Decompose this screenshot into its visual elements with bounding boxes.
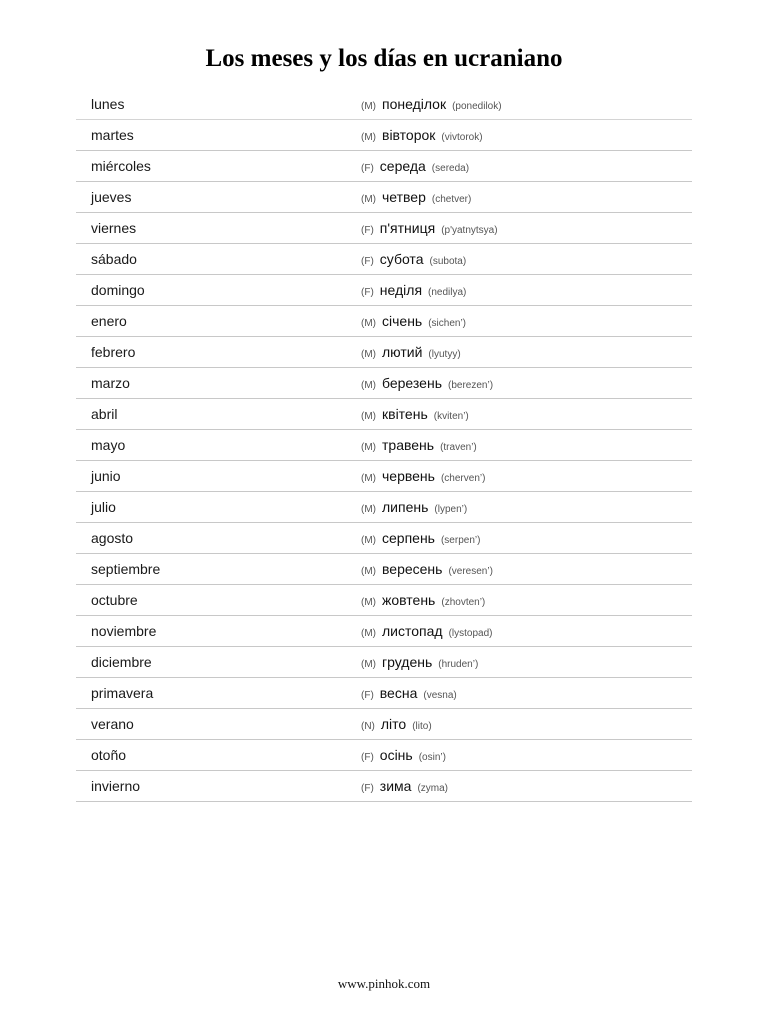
transliteration: (lystopad) <box>448 628 493 639</box>
gender-marker: (F) <box>361 287 374 298</box>
gender-marker: (M) <box>361 628 376 639</box>
ukrainian-translation <box>361 188 471 209</box>
vocab-row <box>76 306 692 337</box>
gender-marker: (M) <box>361 194 376 205</box>
transliteration: (ponedilok) <box>452 101 502 112</box>
vocab-row <box>76 740 692 771</box>
ukrainian-translation <box>361 622 492 643</box>
gender-marker: (M) <box>361 659 376 670</box>
ukrainian-translation <box>361 312 466 333</box>
gender-marker: (N) <box>361 721 375 732</box>
ukrainian-word: травень <box>382 437 435 453</box>
page-title: Los meses y los días en ucraniano <box>205 45 563 72</box>
spanish-word: primavera <box>91 685 154 701</box>
spanish-word: noviembre <box>91 623 157 639</box>
gender-marker: (M) <box>361 132 376 143</box>
gender-marker: (M) <box>361 380 376 391</box>
vocab-row <box>76 647 692 678</box>
vocab-row <box>76 678 692 709</box>
ukrainian-translation <box>361 467 485 488</box>
gender-marker: (F) <box>361 690 374 701</box>
transliteration: (lyutyy) <box>428 349 461 360</box>
ukrainian-translation <box>361 219 498 240</box>
spanish-word: enero <box>91 313 127 329</box>
ukrainian-translation <box>361 157 469 178</box>
gender-marker: (M) <box>361 566 376 577</box>
vocab-row <box>76 709 692 740</box>
ukrainian-translation <box>361 436 477 457</box>
spanish-word: domingo <box>91 282 145 298</box>
transliteration: (sichen’) <box>428 318 467 329</box>
ukrainian-word: вівторок <box>382 127 436 143</box>
vocab-row <box>76 430 692 461</box>
transliteration: (berezen’) <box>448 380 494 391</box>
ukrainian-translation <box>361 126 483 147</box>
ukrainian-translation <box>361 281 466 302</box>
transliteration: (osin’) <box>418 752 446 763</box>
spanish-word: martes <box>91 127 134 143</box>
vocab-row <box>76 523 692 554</box>
ukrainian-word: весна <box>379 685 418 701</box>
ukrainian-word: лютий <box>382 344 423 360</box>
ukrainian-translation <box>361 560 493 581</box>
transliteration: (subota) <box>429 256 467 267</box>
transliteration: (chetver) <box>431 194 472 205</box>
ukrainian-translation <box>361 777 448 798</box>
transliteration: (traven’) <box>440 442 477 453</box>
vocab-row <box>76 244 692 275</box>
spanish-word: verano <box>91 716 134 732</box>
spanish-word: otoño <box>91 747 127 763</box>
transliteration: (kviten’) <box>433 411 469 422</box>
ukrainian-translation <box>361 343 461 364</box>
transliteration: (nedilya) <box>428 287 467 298</box>
vocab-row <box>76 368 692 399</box>
gender-marker: (M) <box>361 318 376 329</box>
gender-marker: (M) <box>361 597 376 608</box>
ukrainian-translation <box>361 746 446 767</box>
ukrainian-word: осінь <box>379 747 413 763</box>
ukrainian-translation <box>361 95 502 116</box>
vocab-row <box>76 182 692 213</box>
spanish-word: jueves <box>91 189 132 205</box>
ukrainian-word: березень <box>382 375 442 391</box>
ukrainian-word: зима <box>379 778 412 794</box>
spanish-word: invierno <box>91 778 141 794</box>
spanish-word: miércoles <box>91 158 151 174</box>
spanish-word: agosto <box>91 530 134 546</box>
ukrainian-word: серпень <box>382 530 435 546</box>
ukrainian-translation <box>361 250 466 271</box>
gender-marker: (F) <box>361 783 374 794</box>
spanish-word: mayo <box>91 437 126 453</box>
spanish-word: viernes <box>91 220 137 236</box>
ukrainian-translation <box>361 374 493 395</box>
ukrainian-translation <box>361 529 480 550</box>
transliteration: (sereda) <box>431 163 470 174</box>
spanish-word: abril <box>91 406 118 422</box>
spanish-word: sábado <box>91 251 137 267</box>
gender-marker: (F) <box>361 752 374 763</box>
vocab-row <box>76 337 692 368</box>
ukrainian-word: липень <box>382 499 429 515</box>
vocab-row <box>76 616 692 647</box>
vocab-row <box>76 492 692 523</box>
spanish-word: marzo <box>91 375 130 391</box>
ukrainian-word: листопад <box>382 623 443 639</box>
spanish-word: febrero <box>91 344 136 360</box>
gender-marker: (M) <box>361 442 376 453</box>
transliteration: (vesna) <box>423 690 457 701</box>
vocab-table <box>76 89 692 802</box>
transliteration: (vivtorok) <box>441 132 483 143</box>
vocab-row <box>76 771 692 802</box>
spanish-word: diciembre <box>91 654 152 670</box>
transliteration: (cherven’) <box>440 473 486 484</box>
gender-marker: (M) <box>361 504 376 515</box>
vocab-row <box>76 585 692 616</box>
vocab-row <box>76 151 692 182</box>
ukrainian-word: жовтень <box>382 592 436 608</box>
ukrainian-translation <box>361 498 467 519</box>
spanish-word: octubre <box>91 592 138 608</box>
spanish-word: lunes <box>91 96 125 112</box>
transliteration: (lito) <box>412 721 432 732</box>
transliteration: (p'yatnytsya) <box>441 225 498 236</box>
gender-marker: (F) <box>361 163 374 174</box>
gender-marker: (M) <box>361 411 376 422</box>
ukrainian-word: вересень <box>382 561 443 577</box>
ukrainian-translation <box>361 591 485 612</box>
vocab-row <box>76 461 692 492</box>
vocab-row <box>76 399 692 430</box>
transliteration: (zhovten’) <box>441 597 486 608</box>
ukrainian-word: субота <box>379 251 424 267</box>
spanish-word: septiembre <box>91 561 161 577</box>
vocab-row <box>76 275 692 306</box>
ukrainian-word: червень <box>382 468 435 484</box>
gender-marker: (M) <box>361 473 376 484</box>
ukrainian-word: понеділок <box>382 96 447 112</box>
gender-marker: (F) <box>361 256 374 267</box>
ukrainian-word: грудень <box>382 654 433 670</box>
transliteration: (zyma) <box>417 783 448 794</box>
transliteration: (lypen’) <box>434 504 468 515</box>
ukrainian-word: січень <box>382 313 423 329</box>
vocab-row <box>76 554 692 585</box>
ukrainian-word: літо <box>380 716 407 732</box>
ukrainian-word: квітень <box>382 406 428 422</box>
vocab-row <box>76 213 692 244</box>
transliteration: (veresen’) <box>448 566 493 577</box>
ukrainian-translation <box>361 715 432 736</box>
transliteration: (hruden’) <box>438 659 479 670</box>
spanish-word: julio <box>91 499 116 515</box>
ukrainian-word: неділя <box>379 282 423 298</box>
gender-marker: (M) <box>361 349 376 360</box>
gender-marker: (F) <box>361 225 374 236</box>
gender-marker: (M) <box>361 101 376 112</box>
spanish-word: junio <box>91 468 121 484</box>
vocab-row <box>76 120 692 151</box>
ukrainian-word: середа <box>379 158 426 174</box>
ukrainian-word: четвер <box>382 189 426 205</box>
transliteration: (serpen’) <box>440 535 481 546</box>
ukrainian-translation <box>361 405 469 426</box>
ukrainian-translation <box>361 653 478 674</box>
ukrainian-translation <box>361 684 457 705</box>
vocab-row <box>76 89 692 120</box>
footer-url: www.pinhok.com <box>337 976 431 991</box>
ukrainian-word: п'ятниця <box>379 220 436 236</box>
gender-marker: (M) <box>361 535 376 546</box>
